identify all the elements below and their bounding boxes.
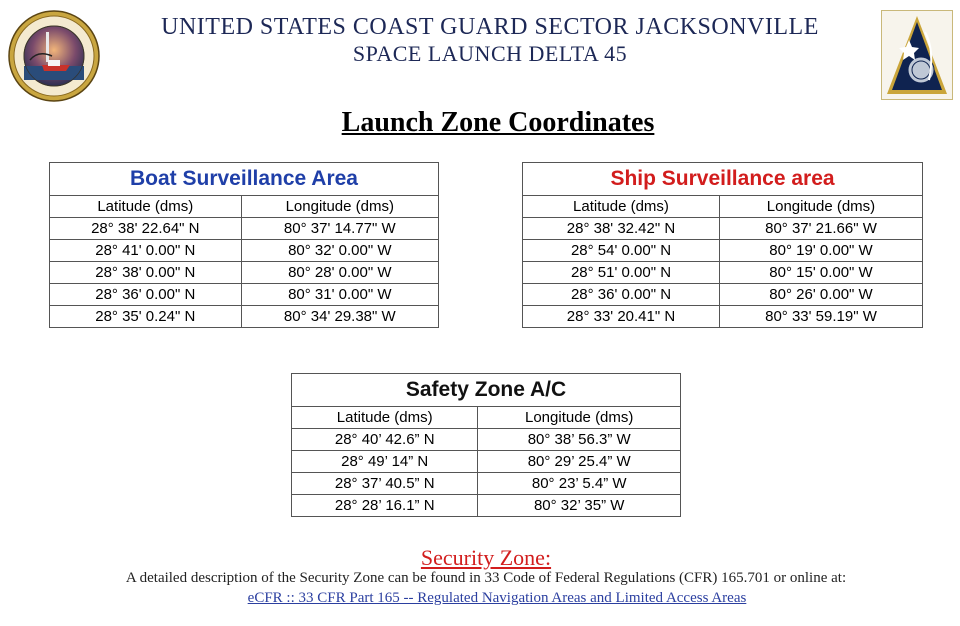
longitude-cell: 80° 31' 0.00" W (241, 284, 438, 306)
table-row (50, 262, 439, 284)
safety-zone-table (291, 373, 681, 517)
table-row (50, 306, 439, 328)
longitude-cell: 80° 23’ 5.4” W (478, 473, 681, 495)
latitude-cell: 28° 54' 0.00" N (523, 240, 720, 262)
table-row (523, 306, 923, 328)
ship-surveillance-table (522, 162, 923, 328)
space-launch-delta-emblem-logo (881, 10, 953, 100)
security-zone-description: A detailed description of the Security Zone can be found in 33 Code of Federal Regulations (CFR) 165.701 or online at: (125, 570, 847, 586)
longitude-cell: 80° 15' 0.00" W (719, 262, 922, 284)
uscg-seal-logo (8, 10, 100, 102)
column-header-latitude: Latitude (dms) (523, 196, 720, 218)
column-header-latitude: Latitude (dms) (292, 407, 478, 429)
longitude-cell: 80° 28' 0.00" W (241, 262, 438, 284)
table-row (292, 473, 681, 495)
latitude-cell: 28° 38' 32.42" N (523, 218, 720, 240)
longitude-cell: 80° 32' 0.00" W (241, 240, 438, 262)
latitude-cell: 28° 36' 0.00" N (50, 284, 242, 306)
longitude-cell: 80° 29’ 25.4” W (478, 451, 681, 473)
longitude-cell: 80° 32’ 35” W (478, 495, 681, 517)
latitude-cell: 28° 41' 0.00" N (50, 240, 242, 262)
longitude-cell: 80° 33' 59.19" W (719, 306, 922, 328)
column-header-latitude: Latitude (dms) (50, 196, 242, 218)
table-title: Boat Surveillance Area (50, 163, 439, 196)
table-title: Ship Surveillance area (523, 163, 923, 196)
latitude-cell: 28° 36' 0.00" N (523, 284, 720, 306)
table-row (50, 284, 439, 306)
table-row (50, 218, 439, 240)
longitude-cell: 80° 37' 21.66" W (719, 218, 922, 240)
longitude-cell: 80° 26' 0.00" W (719, 284, 922, 306)
column-header-longitude: Longitude (dms) (241, 196, 438, 218)
table-row (50, 240, 439, 262)
latitude-cell: 28° 28’ 16.1” N (292, 495, 478, 517)
latitude-cell: 28° 35' 0.24" N (50, 306, 242, 328)
table-title: Safety Zone A/C (292, 374, 681, 407)
table-row (523, 240, 923, 262)
column-header-longitude: Longitude (dms) (719, 196, 922, 218)
table-row (292, 451, 681, 473)
longitude-cell: 80° 19' 0.00" W (719, 240, 922, 262)
boat-surveillance-table (49, 162, 439, 328)
table-row (292, 495, 681, 517)
header-unit: SPACE LAUNCH DELTA 45 (352, 41, 628, 66)
column-header-longitude: Longitude (dms) (478, 407, 681, 429)
longitude-cell: 80° 38’ 56.3” W (478, 429, 681, 451)
page-title: Launch Zone Coordinates (341, 107, 655, 138)
table-row (523, 284, 923, 306)
longitude-cell: 80° 34' 29.38" W (241, 306, 438, 328)
latitude-cell: 28° 38' 22.64" N (50, 218, 242, 240)
latitude-cell: 28° 51' 0.00" N (523, 262, 720, 284)
table-row (292, 429, 681, 451)
security-zone-heading: Security Zone: (420, 545, 552, 570)
header-organization: UNITED STATES COAST GUARD SECTOR JACKSONVILLE (161, 14, 819, 40)
ecfr-link[interactable]: eCFR :: 33 CFR Part 165 -- Regulated Navigation Areas and Limited Access Areas (247, 590, 747, 606)
latitude-cell: 28° 38' 0.00" N (50, 262, 242, 284)
latitude-cell: 28° 49’ 14” N (292, 451, 478, 473)
table-row (523, 262, 923, 284)
longitude-cell: 80° 37' 14.77" W (241, 218, 438, 240)
latitude-cell: 28° 37’ 40.5” N (292, 473, 478, 495)
latitude-cell: 28° 40’ 42.6” N (292, 429, 478, 451)
table-row (523, 218, 923, 240)
latitude-cell: 28° 33' 20.41" N (523, 306, 720, 328)
